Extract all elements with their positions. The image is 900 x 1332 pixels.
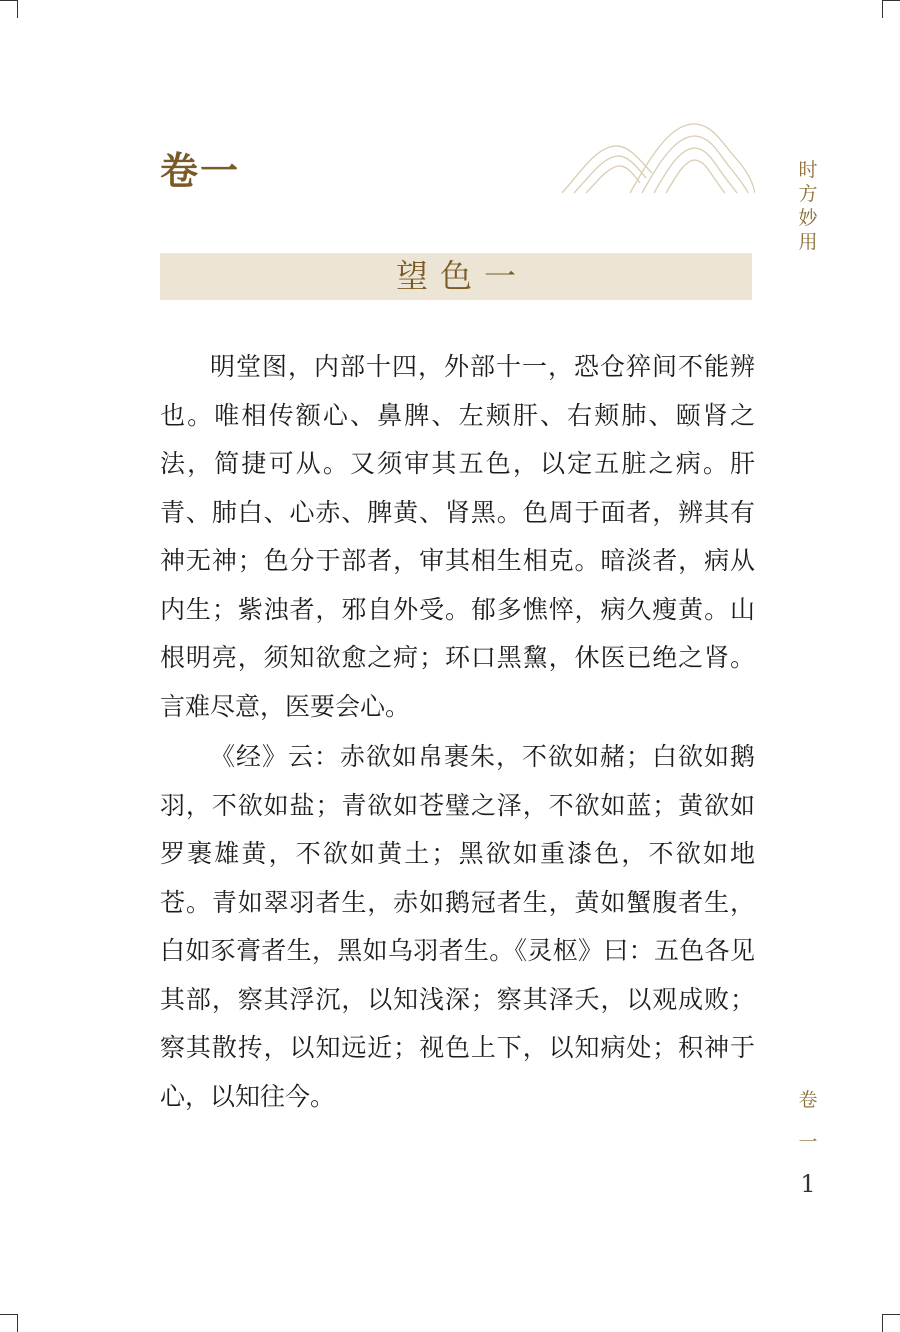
paragraph-1: 明堂图，内部十四，外部十一，恐仓猝间不能辨也。唯相传额心、鼻脾、左颊肝、右颊肺、颐肾之法，简捷可从。又须审其五色，以定五脏之病。肝青、肺白、心赤、脾黄、肾黑。色周于面者，辨其有神无神；色分于部者，审其相生相克。暗淡者，病从内生；紫浊者，邪自外受。郁多憔悴，病久瘦黄。山根明亮，须知欲愈之疴；环口黑黧，休医已绝之肾。言难尽意，医要会心。 [160, 352, 755, 721]
crop-mark-bottom-left [0, 1314, 18, 1315]
crop-mark-bottom-right [882, 1314, 900, 1315]
section-title: 望色一 [395, 257, 528, 295]
running-side-title: 时方妙用 [798, 159, 818, 253]
paragraph-2: 《经》云：赤欲如帛裹朱，不欲如赭；白欲如鹅羽，不欲如盐；青欲如苍璧之泽，不欲如蓝；黄欲如罗裹雄黄，不欲如黄土；黑欲如重漆色，不欲如地苍。青如翠羽者生，赤如鹅冠者生，黄如蟹腹者生，白如豕膏者生，黑如乌羽者生。《灵枢》曰：五色各见其部，察其浮沉，以知浅深；察其泽夭，以观成败；察其散抟，以知远近；视色上下，以知病处；积神于心，以知往今。 [160, 742, 755, 1111]
crop-mark-bottom-right-v [882, 1314, 883, 1332]
mountain-ornament [560, 118, 755, 198]
crop-mark-top-right [882, 0, 900, 1]
body-text [160, 343, 755, 1123]
crop-mark-top-left [0, 0, 18, 1]
crop-mark-bottom-left-v [17, 1314, 18, 1332]
crop-mark-top-left-v [17, 0, 18, 18]
crop-mark-top-right-v [882, 0, 883, 18]
side-volume-number: 一 [798, 1131, 818, 1153]
chapter-title: 卷一 [160, 148, 241, 193]
page-number: 1 [800, 1170, 816, 1198]
section-heading-band [160, 253, 752, 300]
side-volume-label: 卷 [798, 1089, 818, 1111]
